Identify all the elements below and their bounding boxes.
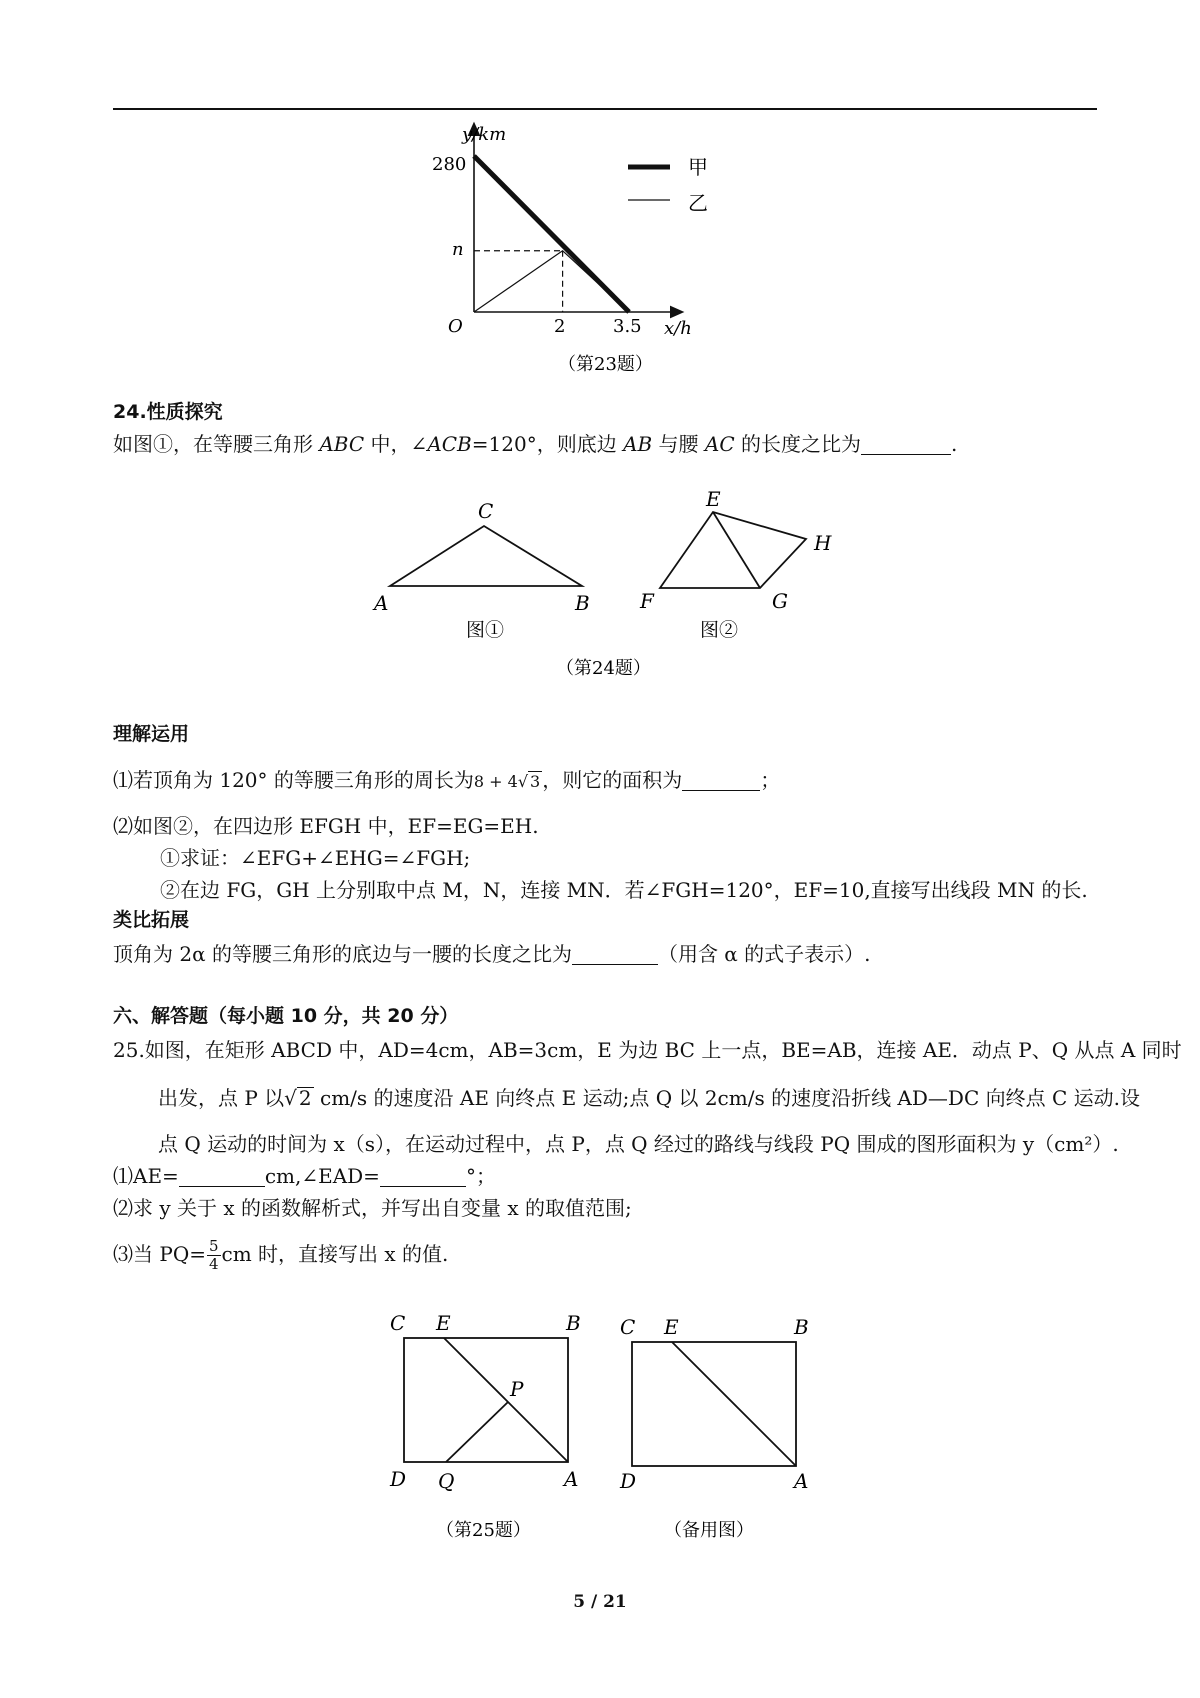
section-extend: 类比拓展	[113, 909, 190, 931]
quad-efgh	[660, 512, 806, 588]
q24-heading: 24.性质探究	[113, 401, 223, 423]
q24-part2a: ①求证：∠EFG+∠EHG=∠FGH;	[160, 846, 471, 870]
q24-part1: ⑴若顶角为 120° 的等腰三角形的周长为8 + 4√ 3 ，则它的面积为 ；	[113, 768, 781, 792]
q25-caption: （第25题）	[436, 1520, 531, 1541]
section-understand: 理解运用	[113, 723, 190, 745]
q24-figures	[360, 487, 840, 690]
x-axis-label: x/h	[664, 318, 692, 339]
series-yi-line	[474, 251, 629, 312]
q24-part2b: ②在边 FG，GH 上分别取中点 M，N，连接 MN．若∠FGH=120°，EF=10,直接写出线段 MN 的长.	[160, 878, 1088, 902]
label-A: A	[374, 591, 389, 615]
q24-stem: 如图①，在等腰三角形 ABC 中，∠ACB=120°，则底边 AB 与腰 AC 的长度之比为 .	[113, 432, 958, 456]
answer-blank[interactable]	[380, 1166, 466, 1187]
label-C: C	[390, 1311, 406, 1335]
label-B: B	[575, 591, 590, 615]
q24-caption: （第24题）	[556, 658, 651, 679]
header-rule	[113, 108, 1097, 110]
q25-line2: 出发，点 P 以√ 2 cm/s 的速度沿 AE 向终点 E 运动;点 Q 以 2cm/s 的速度沿折线 AD—DC 向终点 C 运动.设	[158, 1086, 1140, 1110]
label-Q: Q	[438, 1469, 455, 1493]
series-jia-line	[474, 156, 629, 312]
section6-heading: 六、解答题（每小题 10 分，共 20 分）	[113, 1005, 459, 1027]
legend-yi-label: 乙	[688, 191, 708, 215]
q23-caption: （第23题）	[558, 354, 653, 375]
tick-3.5: 3.5	[613, 316, 642, 337]
label-E: E	[706, 487, 721, 511]
label-D: D	[620, 1469, 637, 1493]
legend-jia-label: 甲	[688, 155, 708, 179]
spare-caption: （备用图）	[664, 1520, 754, 1541]
label-C: C	[478, 499, 494, 523]
q25-part2: ⑵求 y 关于 x 的函数解析式，并写出自变量 x 的取值范围;	[113, 1196, 632, 1220]
fig2-caption: 图②	[700, 619, 739, 641]
tick-280: 280	[432, 154, 467, 175]
answer-blank[interactable]	[682, 770, 760, 791]
q25-line3: 点 Q 运动的时间为 x（s），在运动过程中，点 P，点 Q 经过的路线与线段 PQ 围成的图形面积为 y（cm²）.	[158, 1132, 1119, 1156]
q25-figures	[380, 1308, 840, 1548]
q24-part2: ⑵如图②，在四边形 EFGH 中，EF=EG=EH.	[113, 814, 539, 838]
tick-n: n	[452, 239, 464, 260]
label-D: D	[390, 1467, 407, 1491]
label-B: B	[566, 1311, 581, 1335]
label-E: E	[436, 1311, 451, 1335]
q25-part3: ⑶当 PQ= $\frac{5}{4}$ cm 时，直接写出 x 的值.	[113, 1237, 449, 1273]
label-P: P	[510, 1377, 524, 1401]
label-E: E	[664, 1315, 679, 1339]
rect-abcd-main	[404, 1338, 568, 1462]
label-B: B	[794, 1315, 809, 1339]
segment-ae-spare	[672, 1342, 796, 1466]
label-H: H	[814, 531, 832, 555]
answer-blank[interactable]	[572, 944, 658, 965]
triangle-abc	[390, 526, 582, 586]
page-number: 5 / 21	[573, 1592, 627, 1612]
label-C: C	[620, 1315, 636, 1339]
origin-label: O	[448, 316, 463, 337]
answer-blank[interactable]	[179, 1166, 265, 1187]
label-G: G	[772, 589, 788, 613]
q25-part1: ⑴AE= cm,∠EAD= °；	[113, 1164, 496, 1188]
y-axis-label: y/km	[462, 124, 507, 145]
q25-line1: 25.如图，在矩形 ABCD 中，AD=4cm，AB=3cm，E 为边 BC 上一点，BE=AB，连接 AE．动点 P、Q 从点 A 同时	[113, 1038, 1182, 1062]
label-A: A	[794, 1469, 809, 1493]
tick-2: 2	[554, 316, 566, 337]
label-F: F	[640, 589, 654, 613]
label-A: A	[564, 1467, 579, 1491]
q23-chart	[432, 120, 760, 380]
q24-extend: 顶角为 2α 的等腰三角形的底边与一腰的长度之比为 （用含 α 的式子表示）.	[113, 942, 871, 966]
segment-pq	[446, 1402, 508, 1462]
answer-blank[interactable]	[861, 434, 951, 455]
segment-ae-main	[444, 1338, 568, 1462]
rect-abcd-spare	[632, 1342, 796, 1466]
fig1-caption: 图①	[466, 619, 505, 641]
